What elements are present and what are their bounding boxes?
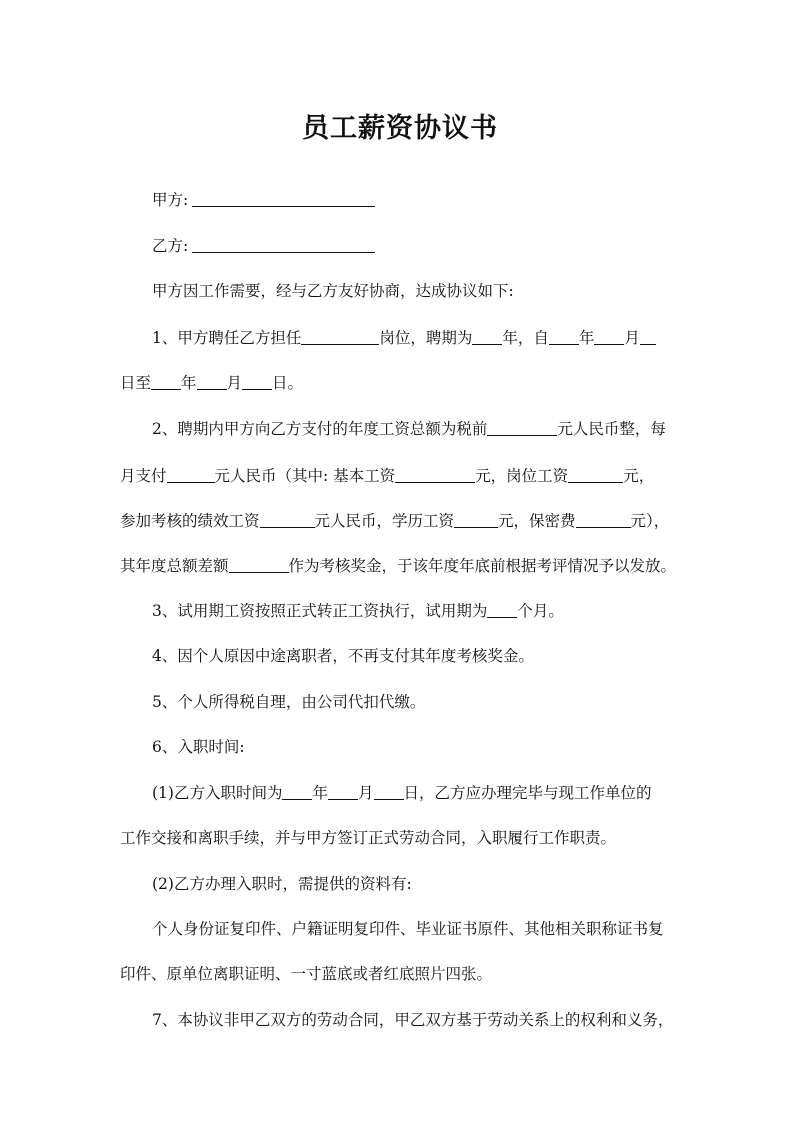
blank-field — [549, 329, 579, 346]
blank-field — [472, 329, 502, 346]
blank-field — [197, 374, 227, 391]
clause-text: 日至 — [120, 374, 152, 392]
clause-text: 日，乙方应办理完毕与现工作单位的 — [403, 784, 652, 802]
clause-text: 2、聘期内甲方向乙方支付的年度工资总额为税前 — [152, 420, 488, 438]
clause-6-2: (2)乙方办理入职时，需提供的资料有: — [152, 875, 412, 893]
clause-text: 年，自 — [502, 329, 549, 347]
clause-text: 其年度总额差额 — [120, 557, 229, 575]
blank-field — [229, 557, 289, 574]
clause-2-line-4 — [120, 554, 676, 576]
clause-text: 年 — [312, 784, 328, 802]
intro-paragraph: 甲方因工作需要，经与乙方友好协商，达成协议如下: — [152, 282, 514, 300]
blank-field — [568, 467, 623, 484]
clause-5: 5、个人所得税自理，由公司代扣代缴。 — [152, 693, 426, 711]
party-a-line — [152, 188, 375, 210]
clause-text: 年 — [578, 329, 595, 347]
blank-field — [260, 512, 315, 529]
blank-field — [594, 329, 624, 346]
blank-field — [151, 374, 181, 391]
clause-text: 元人民币，学历工资 — [314, 512, 455, 530]
clause-text: 参加考核的绩效工资 — [120, 512, 260, 530]
clause-text: 3、试用期工资按照正式转正工资执行，试用期为 — [152, 602, 488, 620]
blank-field — [487, 602, 517, 619]
clause-text: 个月。 — [517, 602, 564, 620]
blank-field — [487, 420, 557, 437]
party-a-blank — [192, 191, 375, 208]
blank-field — [454, 512, 498, 529]
document-title: 员工薪资协议书 — [302, 113, 498, 144]
clause-2-line-3 — [120, 509, 669, 531]
blank-field — [167, 467, 215, 484]
blank-field — [640, 329, 656, 346]
clause-1-line-2 — [120, 371, 303, 393]
clause-text: 作为考核奖金，于该年度年底前根据考评情况予以发放。 — [288, 557, 677, 575]
clause-6-1-line-1 — [152, 781, 652, 803]
blank-field — [374, 784, 404, 801]
clause-text: 元人民币整，每 — [557, 420, 666, 438]
blank-field — [242, 374, 272, 391]
clause-text: 月 — [226, 374, 243, 392]
blank-field — [328, 784, 358, 801]
clause-text: 1、甲方聘任乙方担任 — [152, 329, 302, 347]
clause-3 — [152, 599, 564, 621]
documents-list-line-2: 印件、原单位离职证明、一寸蓝底或者红底照片四张。 — [120, 965, 493, 983]
party-b-line — [152, 234, 375, 256]
clause-2-line-2 — [120, 464, 654, 486]
clause-text: 月 — [357, 784, 374, 802]
blank-field — [576, 512, 631, 529]
clause-text: 月支付 — [120, 467, 167, 485]
clause-text: 岗位，聘期为 — [379, 329, 473, 347]
party-a-label: 甲方: — [152, 191, 189, 209]
clause-text: 月 — [624, 329, 640, 347]
clause-text: 元人民币（其中: 基本工资 — [214, 467, 396, 485]
clause-6-heading: 6、入职时间: — [152, 738, 245, 756]
clause-6-1-line-2: 工作交接和离职手续，并与甲方签订正式劳动合同，入职履行工作职责。 — [120, 829, 617, 847]
blank-field — [395, 467, 475, 484]
clause-text: 元）， — [630, 512, 670, 530]
clause-text: 元， — [623, 467, 655, 485]
clause-text: 元，岗位工资 — [475, 467, 569, 485]
clause-2-line-1 — [152, 417, 666, 439]
blank-field — [301, 329, 379, 346]
clause-1-line-1 — [152, 326, 656, 348]
clause-text: (1)乙方入职时间为 — [152, 784, 283, 802]
documents-list-line-1: 个人身份证复印件、户籍证明复印件、毕业证书原件、其他相关职称证书复 — [152, 920, 664, 938]
party-b-blank — [192, 237, 375, 254]
clause-7: 7、本协议非甲乙双方的劳动合同，甲乙双方基于劳动关系上的权利和义务， — [152, 1011, 674, 1029]
blank-field — [282, 784, 312, 801]
party-b-label: 乙方: — [152, 237, 189, 255]
clause-4: 4、因个人原因中途离职者，不再支付其年度考核奖金。 — [152, 647, 534, 665]
clause-text: 年 — [181, 374, 197, 392]
clause-text: 日。 — [272, 374, 304, 392]
clause-text: 元，保密费 — [498, 512, 576, 530]
